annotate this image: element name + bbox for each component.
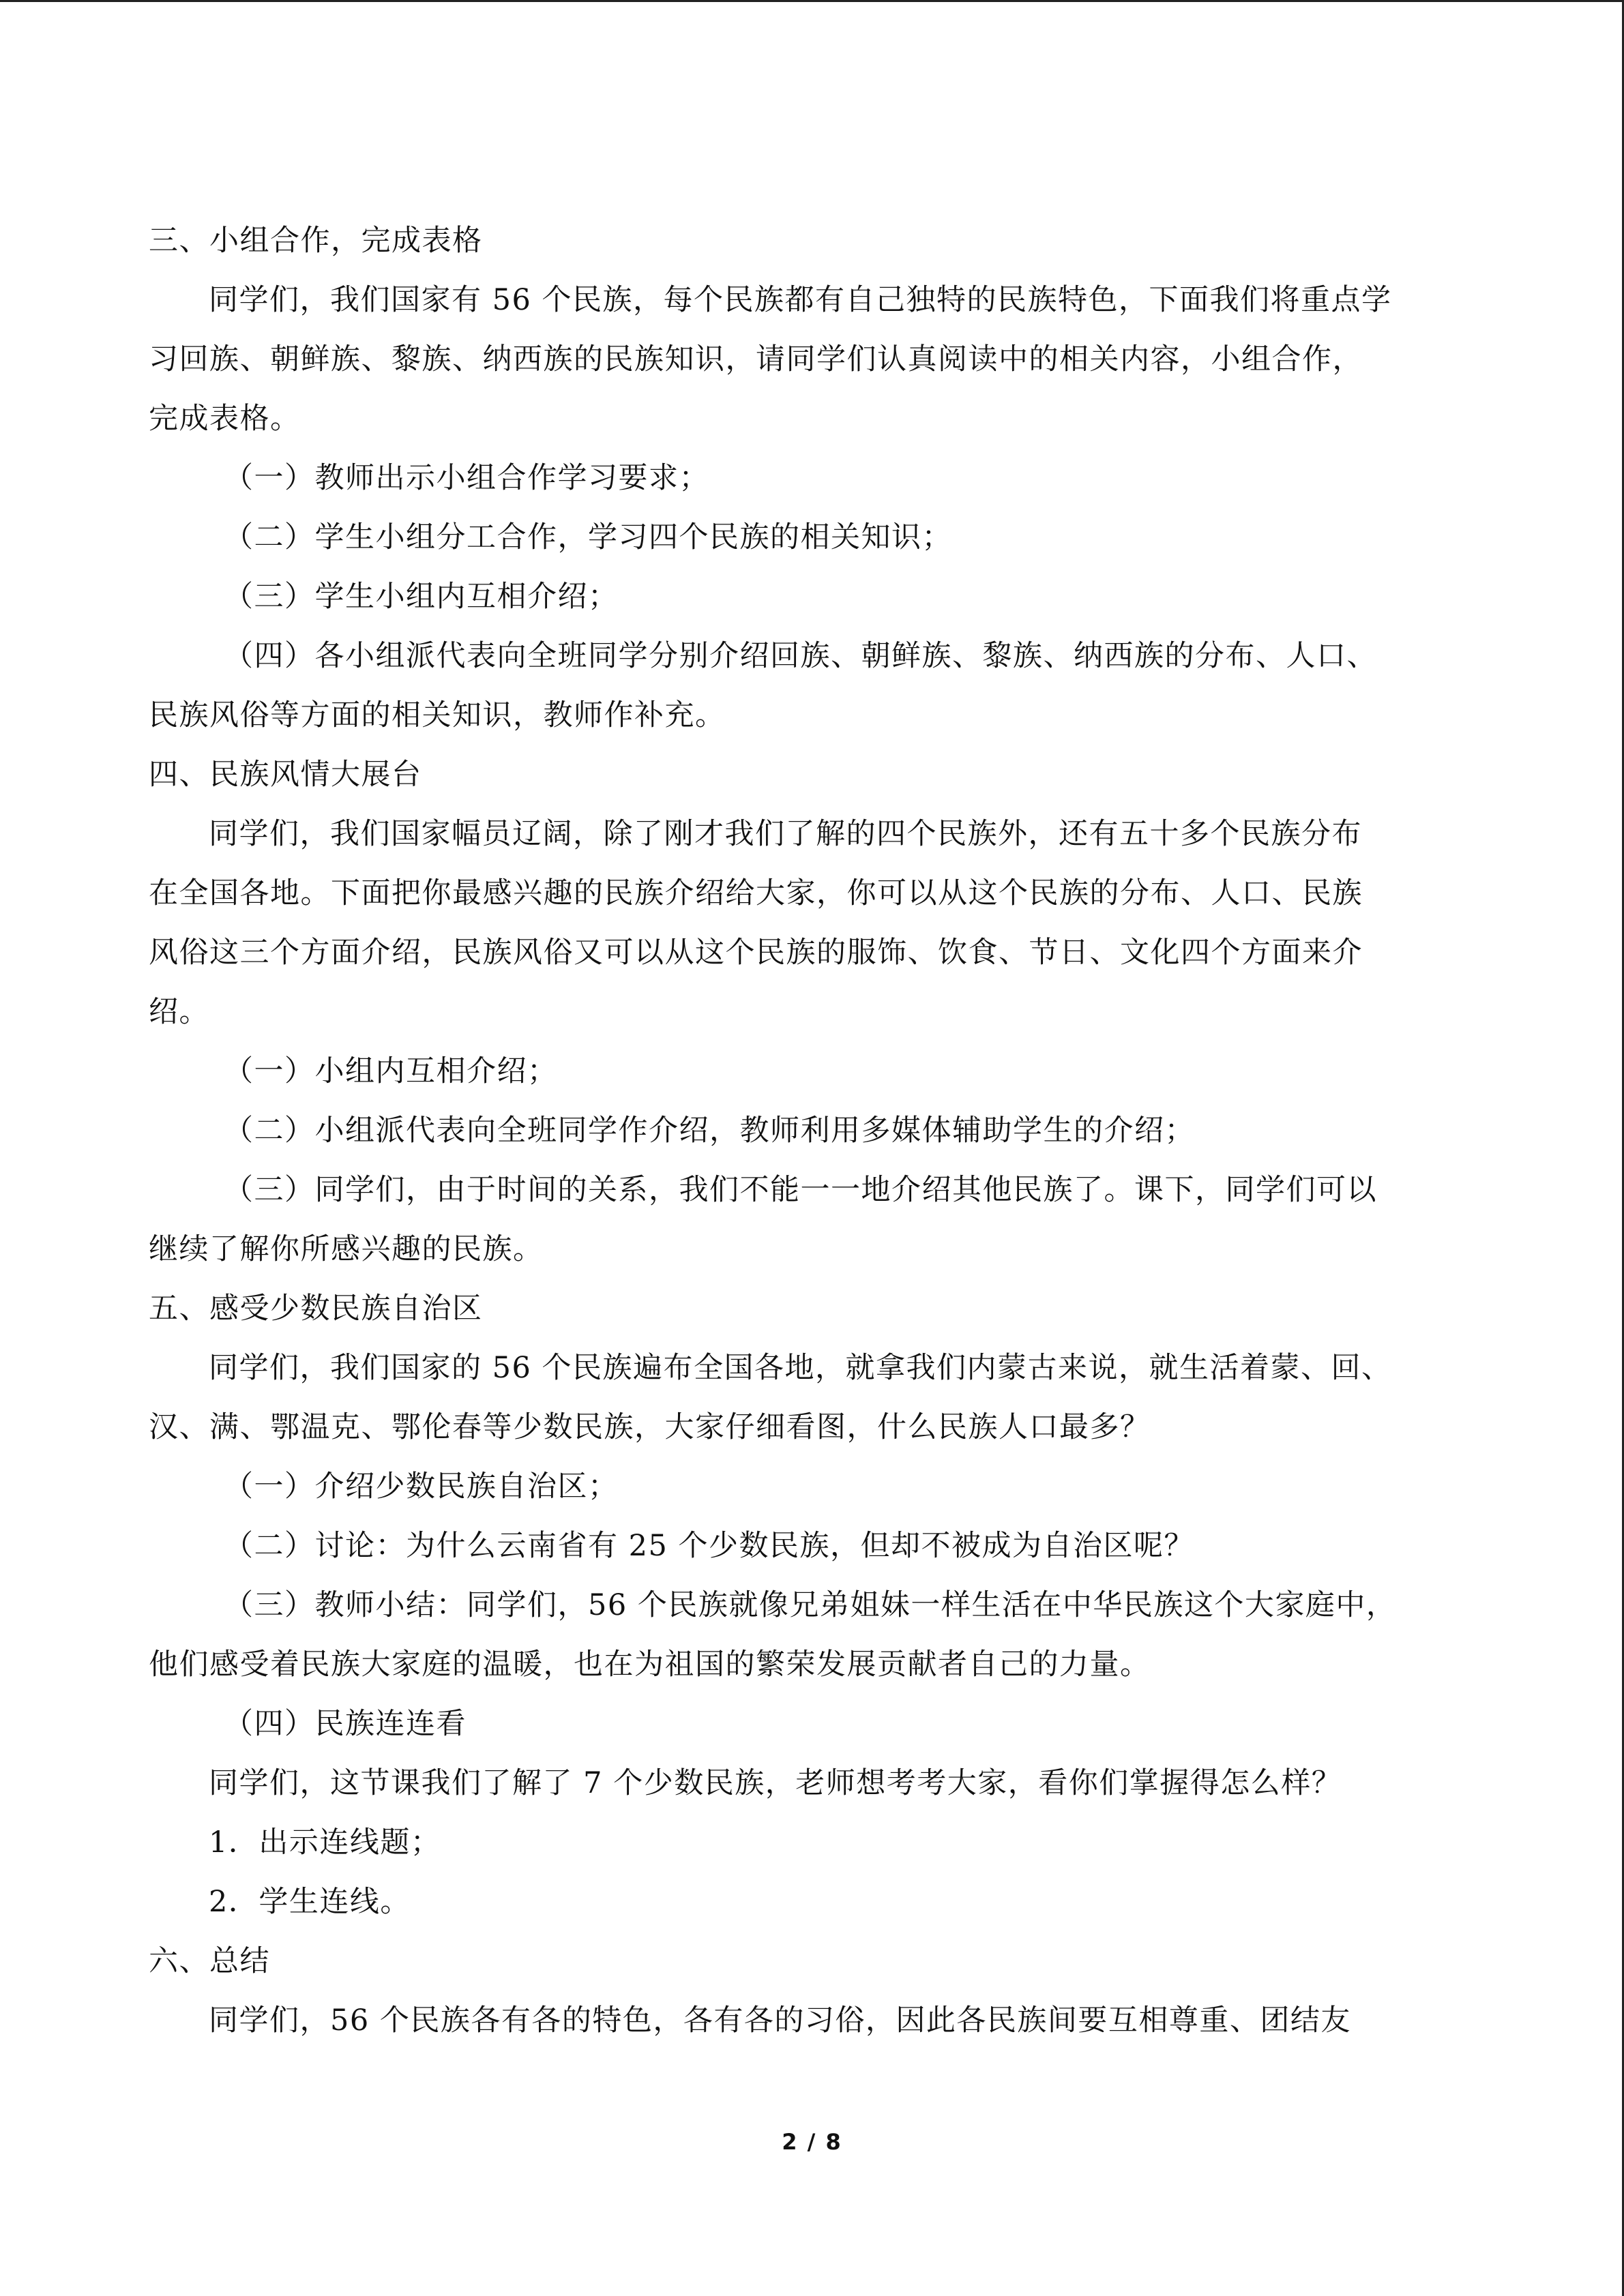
list-item: （二）学生小组分工合作，学习四个民族的相关知识； — [224, 520, 952, 554]
section-heading: 四、民族风情大展台 — [149, 758, 422, 792]
section-heading: 五、感受少数民族自治区 — [149, 1292, 483, 1326]
numbered-item: 2．学生连线。 — [209, 1885, 411, 1919]
paragraph-line: 同学们，56 个民族各有各的特色，各有各的习俗，因此各民族间要互相尊重、团结友 — [209, 2003, 1351, 2038]
page-number: 2 / 8 — [782, 2129, 842, 2155]
paragraph-line: 同学们，我们国家幅员辽阔，除了刚才我们了解的四个民族外，还有五十多个民族分布 — [209, 817, 1362, 851]
paragraph-line: 同学们，这节课我们了解了 7 个少数民族，老师想考考大家，看你们掌握得怎么样？ — [209, 1766, 1342, 1800]
list-item: （二）小组派代表向全班同学作介绍，教师利用多媒体辅助学生的介绍； — [224, 1114, 1195, 1148]
page-border-top — [0, 0, 1624, 2]
paragraph-line: 民族风俗等方面的相关知识，教师作补充。 — [149, 698, 726, 732]
paragraph-line: 他们感受着民族大家庭的温暖，也在为祖国的繁荣发展贡献者自己的力量。 — [149, 1648, 1151, 1682]
list-item: （三）教师小结：同学们，56 个民族就像兄弟姐妹一样生活在中华民族这个大家庭中， — [224, 1588, 1397, 1622]
paragraph-line: 汉、满、鄂温克、鄂伦春等少数民族，大家仔细看图，什么民族人口最多？ — [149, 1410, 1151, 1444]
list-item: （四）各小组派代表向全班同学分别介绍回族、朝鲜族、黎族、纳西族的分布、人口、 — [224, 639, 1377, 673]
paragraph-line: 同学们，我们国家的 56 个民族遍布全国各地，就拿我们内蒙古来说，就生活着蒙、回、 — [209, 1351, 1392, 1385]
list-item: （一）介绍少数民族自治区； — [224, 1470, 619, 1504]
paragraph-line: 继续了解你所感兴趣的民族。 — [149, 1232, 544, 1266]
numbered-item: 1．出示连线题； — [209, 1825, 441, 1860]
paragraph-line: 绍。 — [149, 995, 209, 1029]
list-item: （一）小组内互相介绍； — [224, 1054, 558, 1088]
paragraph-line: 同学们，我们国家有 56 个民族，每个民族都有自己独特的民族特色，下面我们将重点学 — [209, 283, 1392, 317]
list-item: （二）讨论：为什么云南省有 25 个少数民族，但却不被成为自治区呢？ — [224, 1529, 1195, 1563]
paragraph-line: 在全国各地。下面把你最感兴趣的民族介绍给大家，你可以从这个民族的分布、人口、民族 — [149, 876, 1363, 910]
paragraph-line: 完成表格。 — [149, 402, 301, 436]
paragraph-line: 风俗这三个方面介绍，民族风俗又可以从这个民族的服饰、饮食、节日、文化四个方面来介 — [149, 936, 1363, 970]
list-item: （一）教师出示小组合作学习要求； — [224, 461, 709, 495]
list-item: （四）民族连连看 — [224, 1707, 467, 1741]
list-item: （三）同学们，由于时间的关系，我们不能一一地介绍其他民族了。课下，同学们可以 — [224, 1173, 1377, 1207]
document-body — [149, 211, 1475, 2051]
section-heading: 六、总结 — [149, 1944, 270, 1978]
paragraph-line: 习回族、朝鲜族、黎族、纳西族的民族知识，请同学们认真阅读中的相关内容，小组合作， — [149, 342, 1363, 376]
list-item: （三）学生小组内互相介绍； — [224, 580, 619, 614]
section-heading: 三、小组合作，完成表格 — [149, 224, 483, 258]
